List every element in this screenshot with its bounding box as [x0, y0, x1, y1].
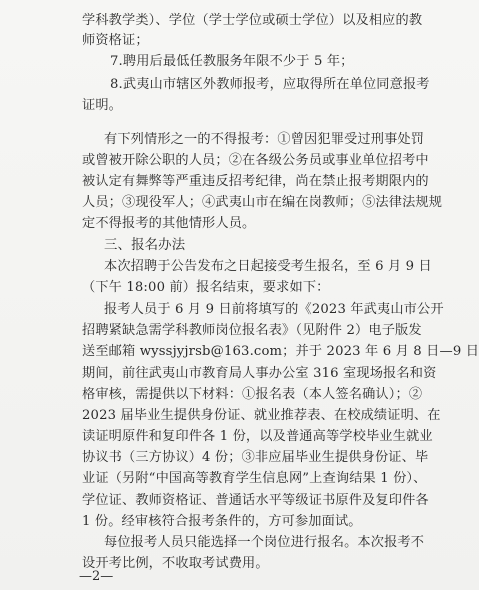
text-line: 或曾被开除公职的人员；②在各级公务员或事业单位招考中 — [82, 152, 429, 168]
text-line: 读证明原件和复印件各 1 份，以及普通高等学校毕业生就业 — [82, 429, 433, 444]
text-line: 每位报考人员只能选择一个岗位进行报名。本次报考不 — [104, 534, 425, 550]
text-line: 定不得报考的其他情形人员。 — [82, 216, 256, 232]
text-line: 师资格证； — [82, 33, 149, 49]
page-number: —2— — [79, 569, 114, 584]
text-line: 2023 届毕业生提供身份证、就业推荐表、在校成绩证明、在 — [82, 407, 441, 423]
text-line: 学科教学类）、学位（学士学位或硕士学位）以及相应的教 — [82, 13, 423, 28]
text-line: （下午 18:00 前）报名结束，要求如下： — [82, 279, 330, 295]
text-line: 1 份。经审核符合报考条件的，方可参加面试。 — [82, 513, 362, 529]
section-heading: 三、报名办法 — [104, 237, 186, 253]
text-line: 设开考比例，不收取考试费用。 — [82, 556, 269, 571]
text-line: 本次招聘于公告发布之日起接受考生报名，至 6 月 9 日 — [104, 258, 432, 274]
text-line: 8.武夷山市辖区外教师报考，应取得所在单位同意报考 — [110, 76, 430, 92]
text-line: 期间，前往武夷山市教育局人事办公室 316 室现场报名和资 — [82, 365, 437, 381]
text-line: 协议书（三方协议）4 份；③非应届毕业生提供身份证、毕 — [82, 450, 429, 466]
text-line: 证明。 — [82, 97, 123, 113]
text-line: 有下列情形之一的不得报考：①曾因犯罪受过刑事处罚 — [104, 131, 425, 147]
text-line: 学位证、教师资格证、普通话水平等级证书原件及复印件各 — [82, 492, 429, 508]
text-line: 人员；③现役军人；④武夷山市在编在岗教师；⑤法律法规规 — [82, 195, 443, 211]
text-line: 送至邮箱 wyssjyjrsb@163.com；并于 2023 年 6 月 8 日—9 日 — [82, 344, 479, 360]
text-line: 招聘紧缺急需学科教师岗位报名表》（见附件 2）电子版发 — [82, 323, 422, 339]
text-line: 业证（另附“中国高等教育学生信息网”上查询结果 1 份）、 — [82, 471, 427, 487]
text-line: 7.聘用后最低任教服务年限不少于 5 年； — [110, 54, 354, 70]
text-line: 格审核，需提供以下材料：①报名表（本人签名确认）；② — [82, 386, 423, 402]
text-line: 被认定有舞弊等严重违反招考纪律，尚在禁止报考期限内的 — [82, 174, 429, 190]
text-line: 报考人员于 6 月 9 日前将填写的《2023 年武夷山市公开 — [104, 302, 444, 317]
